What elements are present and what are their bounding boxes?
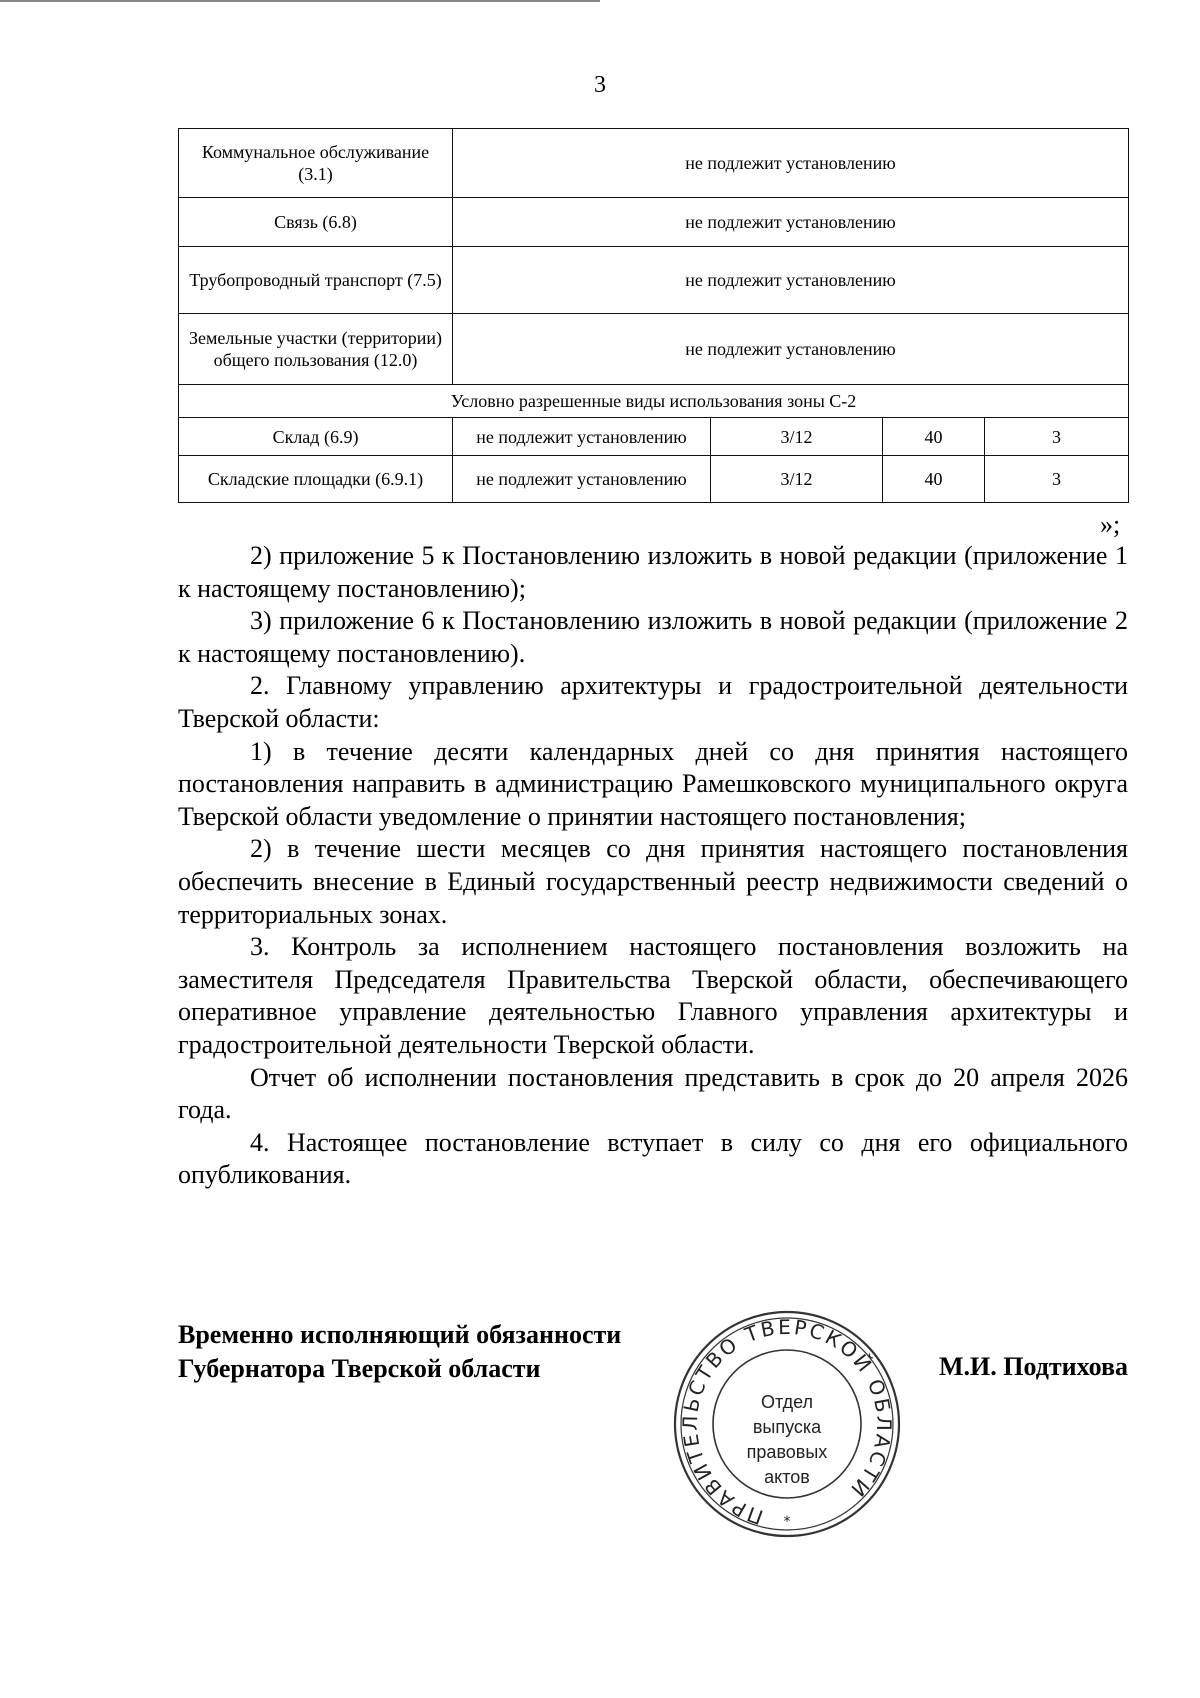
- table-cell-label: Трубопроводный транспорт (7.5): [179, 247, 453, 314]
- stamp-line: выпуска: [752, 1417, 822, 1437]
- paragraph: 2) в течение шести месяцев со дня принятия настоящего постановления обеспечить внесение в Единый государственный реестр недвижимости сведений о территориальных зонах.: [178, 834, 1128, 929]
- table-cell-label: Коммунальное обслуживание (3.1): [179, 129, 453, 198]
- table-cell-value: не подлежит установлению: [453, 247, 1129, 314]
- signature-block: [178, 1318, 621, 1386]
- paragraph: 2) приложение 5 к Постановлению изложить в новой редакции (приложение 1 к настоящему постановлению);: [178, 541, 1128, 603]
- table-row: [179, 247, 1129, 314]
- zones-table: [178, 128, 1129, 503]
- stamp-line: актов: [764, 1467, 810, 1487]
- table-row: [179, 418, 1129, 456]
- table-cell-value: не подлежит установлению: [453, 129, 1129, 198]
- signer-name: М.И. Подтихова: [938, 1352, 1128, 1381]
- page-top-rule: [0, 0, 600, 2]
- table-cell: 3: [985, 456, 1129, 503]
- table-cell: 3/12: [711, 456, 883, 503]
- signer-position-line: Временно исполняющий обязанности: [178, 1320, 622, 1349]
- table-section-header-row: [179, 385, 1129, 418]
- paragraph: 1) в течение десяти календарных дней со дня принятия настоящего постановления направить в администрацию Рамешковского муниципального округа Тверской области уведомление о принятии настоящего постановления;: [178, 736, 1128, 831]
- table-cell-value: не подлежит установлению: [453, 198, 1129, 247]
- signer-position-line: Губернатора Тверской области: [178, 1354, 541, 1383]
- stamp-line: правовых: [746, 1442, 828, 1462]
- table-row: [179, 314, 1129, 385]
- official-stamp: [672, 1306, 902, 1542]
- paragraph: 4. Настоящее постановление вступает в силу со дня его официального опубликования.: [178, 1127, 1128, 1190]
- table-cell-label: Земельные участки (территории) общего пользования (12.0): [179, 314, 453, 385]
- stamp-center-text: [727, 1390, 847, 1490]
- page-number: 3: [594, 72, 606, 98]
- paragraph: Отчет об исполнении постановления представить в срок до 20 апреля 2026 года.: [178, 1062, 1128, 1125]
- closing-quote-mark: »;: [1100, 510, 1121, 539]
- paragraph: 2. Главному управлению архитектуры и градостроительной деятельности Тверской области:: [178, 671, 1128, 733]
- table-cell-label: Связь (6.8): [179, 198, 453, 247]
- table-cell: 3/12: [711, 418, 883, 456]
- table-cell: не подлежит установлению: [453, 456, 711, 503]
- table-row: [179, 129, 1129, 198]
- table-cell: 40: [883, 418, 985, 456]
- table-row: [179, 198, 1129, 247]
- table-cell-label: Складские площадки (6.9.1): [179, 456, 453, 503]
- paragraph: 3) приложение 6 к Постановлению изложить в новой редакции (приложение 2 к настоящему постановлению).: [178, 606, 1128, 668]
- table-cell-value: не подлежит установлению: [453, 314, 1129, 385]
- stamp-line: Отдел: [760, 1392, 814, 1412]
- stamp-ring-text: ПРАВИТЕЛЬСТВО ТВЕРСКОЙ ОБЛАСТИ: [677, 1314, 897, 1530]
- table-cell-label: Склад (6.9): [179, 418, 453, 456]
- table-section-header: Условно разрешенные виды использования зоны С-2: [179, 385, 1129, 418]
- document-body: [178, 540, 1128, 1192]
- stamp-star: *: [783, 1514, 791, 1530]
- table-row: [179, 456, 1129, 503]
- paragraph: 3. Контроль за исполнением настоящего постановления возложить на заместителя Председателя Правительства Тверской области, обеспечивающего оперативное управление деятельностью Главного управления архитектуры и градостроительной деятельности Тверской области.: [178, 932, 1128, 1059]
- table-cell: 3: [985, 418, 1129, 456]
- table-cell: не подлежит установлению: [453, 418, 711, 456]
- table-cell: 40: [883, 456, 985, 503]
